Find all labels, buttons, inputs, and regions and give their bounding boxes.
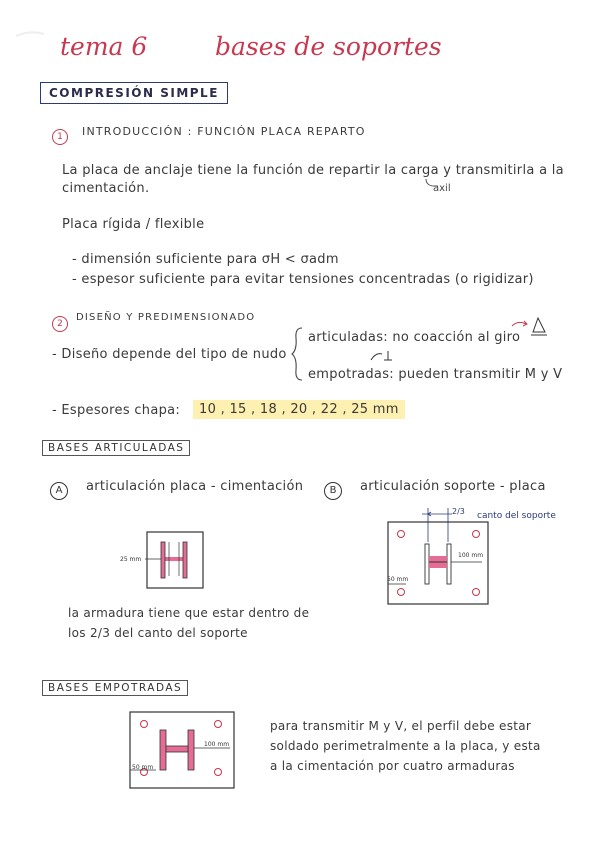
articuladas-note-line2: los 2/3 del canto del soporte [68,626,248,640]
articuladas-note-line1: la armadura tiene que estar dentro de [68,606,310,620]
empotradas-text-line2: soldado perimetralmente a la placa, y esta [270,739,541,753]
empotradas-text-line3: a la cimentación por cuatro armaduras [270,759,515,773]
page-title: tema 6 [60,32,148,61]
empotradas-text-line1: para transmitir M y V, el perfil debe estar [270,719,532,733]
option-a-text: articulación placa - cimentación [86,479,304,494]
option-a-badge: A [50,478,68,500]
figure-b-fraction: 2/3 [452,507,465,516]
curly-brace-icon [290,326,306,382]
figure-b-note: canto del soporte [477,511,556,521]
figure-a-base-plate [145,530,205,590]
design-articuladas: articuladas: no coacción al giro [308,330,521,345]
design-depends: - Diseño depende del tipo de nudo [52,347,287,362]
perpendicular-arrow-icon [368,348,398,368]
figure-empotrada-dimension-2: 50 mm [132,764,154,771]
figure-a-dimension: 25 mm [120,556,142,563]
figure-empotrada-base-plate [126,708,238,792]
design-number-badge: 2 [52,311,68,332]
design-heading: DISEÑO Y PREDIMENSIONADO [76,312,256,323]
thicknesses-values: 10 , 15 , 18 , 20 , 22 , 25 mm [193,400,405,419]
thicknesses-label: - Espesores chapa: [52,403,181,418]
intro-text-line2: cimentación. [62,181,150,196]
figure-empotrada-dimension-1: 100 mm [204,741,230,748]
option-b-badge: B [324,478,342,500]
figure-b-dimension-1: 100 mm [458,552,484,559]
placa-rigida-flexible: Placa rígida / flexible [62,217,205,232]
design-empotradas: empotradas: pueden transmitir M y V [308,367,563,382]
rotation-support-icon [500,314,560,344]
section-compresion-simple: COMPRESIÓN SIMPLE [40,82,228,104]
intro-bullet-1: - dimensión suficiente para σH < σadm [72,252,339,267]
intro-bullet-2: - espesor suficiente para evitar tensiones concentradas (o rigidizar) [72,272,534,287]
intro-text-line1: La placa de anclaje tiene la función de repartir la carga y transmitirla a la [62,163,564,178]
option-b-text: articulación soporte - placa [360,479,546,494]
figure-b-dimension-2: 50 mm [387,576,409,583]
page-subtitle: bases de soportes [215,32,442,61]
axil-annotation: axil [433,183,451,194]
section-bases-articuladas: BASES ARTICULADAS [42,440,190,456]
intro-heading: INTRODUCCIÓN : FUNCIÓN PLACA REPARTO [82,125,366,138]
intro-number-badge: 1 [52,124,68,145]
section-bases-empotradas: BASES EMPOTRADAS [42,680,188,696]
